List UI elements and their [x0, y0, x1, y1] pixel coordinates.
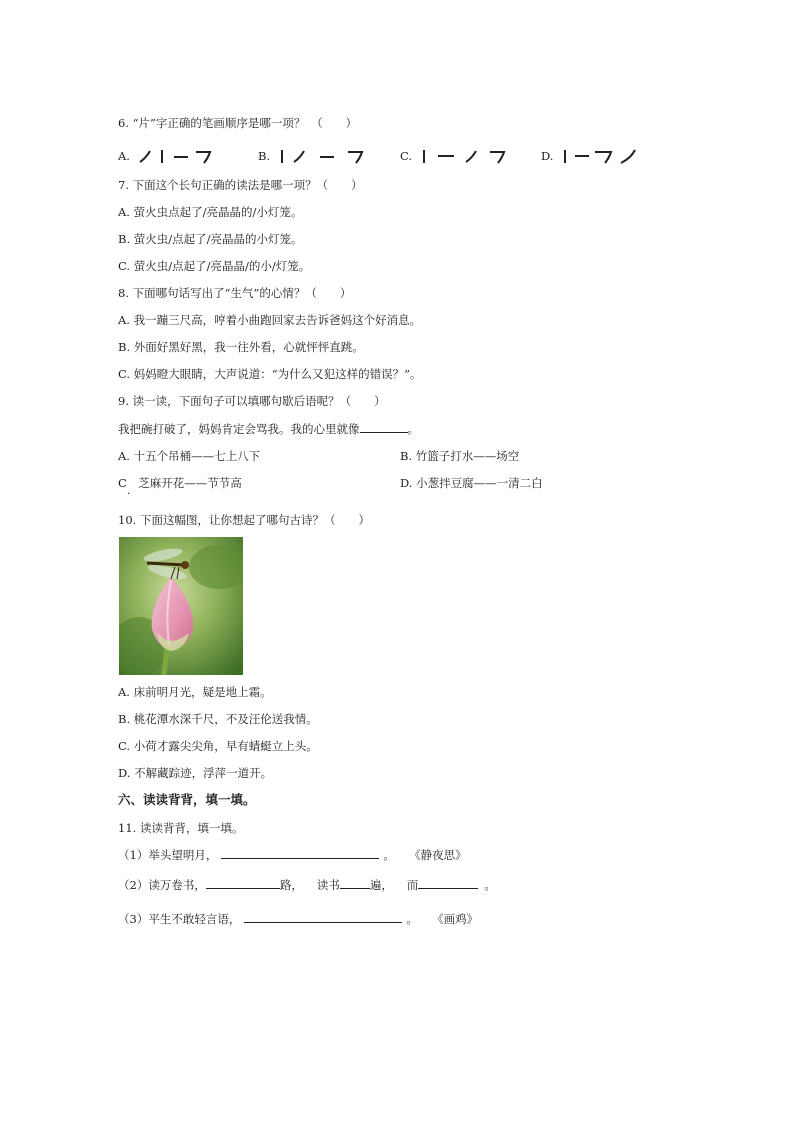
q10-stem: 10. 下面这幅图，让你想起了哪句古诗？（ ）: [118, 513, 370, 527]
q6-option-b-label: B.: [258, 149, 271, 163]
q6-option-b-strokes-image: [276, 147, 376, 165]
q9-option-a[interactable]: A. 十五个吊桶——七上八下: [118, 449, 261, 463]
q11-item-3-blank[interactable]: [244, 910, 402, 923]
q11-item-2-blank-1[interactable]: [206, 876, 280, 889]
q11-item-2-prefix: （2）读万卷书，: [118, 878, 206, 892]
q7-option-b[interactable]: B. 萤火虫/点起了/亮晶晶的小灯笼。: [118, 232, 303, 246]
q6-option-d-strokes-image: [559, 147, 659, 165]
q9-blank[interactable]: [360, 420, 408, 433]
q7-option-a[interactable]: A. 萤火虫点起了/亮晶晶的/小灯笼。: [118, 205, 303, 219]
q6-option-a[interactable]: [118, 147, 226, 165]
q6-option-d[interactable]: [541, 147, 659, 165]
q9-option-b[interactable]: B. 竹篮子打水——场空: [400, 449, 520, 463]
q6-option-c-strokes-image: [418, 147, 518, 165]
q10-option-a[interactable]: A. 床前明月光，疑是地上霜。: [118, 685, 272, 699]
q6-stem: 6. “片”字正确的笔画顺序是哪一项？ （ ）: [118, 116, 358, 130]
q8-option-a[interactable]: A. 我一蹦三尺高，哼着小曲跑回家去告诉爸妈这个好消息。: [118, 313, 422, 327]
q9-option-c[interactable]: C 芝麻开花——节节高: [118, 476, 242, 490]
q11-item-1: [118, 846, 467, 863]
q11-item-3-suffix: 。: [406, 912, 418, 926]
q6-option-b[interactable]: [258, 147, 376, 165]
q9-stem: 9. 读一读，下面句子可以填哪句歇后语呢？（ ）: [118, 394, 386, 408]
q8-option-c[interactable]: C. 妈妈瞪大眼睛，大声说道：“为什么又犯这样的错误？”。: [118, 367, 422, 381]
q9-sentence-after: 。: [407, 422, 419, 436]
q9-option-d[interactable]: D. 小葱拌豆腐——一清二白: [400, 476, 543, 490]
q11-item-2-mid3: 遍，: [369, 878, 393, 892]
q6-option-a-strokes-image: [136, 147, 226, 165]
q11-item-1-source: 《静夜思》: [414, 848, 467, 862]
q11-stem: 11. 读读背背，填一填。: [118, 821, 244, 835]
q6-option-c[interactable]: [400, 147, 518, 165]
q10-option-b[interactable]: B. 桃花潭水深千尺，不及汪伦送我情。: [118, 712, 318, 726]
q11-item-2: [118, 876, 496, 893]
q11-item-2-mid4: 而: [406, 878, 419, 892]
q6-option-a-label: A.: [118, 149, 130, 163]
q11-item-1-prefix: （1）举头望明月，: [118, 848, 218, 862]
q10-option-c[interactable]: C. 小荷才露尖尖角，早有蜻蜓立上头。: [118, 739, 318, 753]
q7-stem: 7. 下面这个长句正确的读法是哪一项？（ ）: [118, 178, 363, 192]
q8-option-b[interactable]: B. 外面好黑好黑，我一往外看，心就怦怦直跳。: [118, 340, 364, 354]
q11-item-2-mid2: 读书: [316, 878, 340, 892]
dragonfly-lotus-image: [119, 537, 243, 675]
q11-item-2-end: 。: [484, 878, 496, 892]
q11-item-1-blank[interactable]: [221, 846, 379, 859]
q6-option-d-label: D.: [541, 149, 554, 163]
q6-option-c-label: C.: [400, 149, 413, 163]
section-6-title: 六、读读背背，填一填。: [118, 792, 256, 807]
q11-item-3-prefix: （3）平生不敢轻言语，: [118, 912, 241, 926]
q11-item-2-blank-2[interactable]: [340, 876, 370, 889]
q11-item-2-mid1: 路，: [279, 878, 303, 892]
q7-option-c[interactable]: C. 萤火虫/点起了/亮晶晶/的小/灯笼。: [118, 259, 311, 273]
q11-item-3: [118, 910, 478, 927]
q11-item-2-blank-3[interactable]: [418, 876, 478, 889]
q9-option-c-dot: ·: [127, 489, 131, 500]
q8-stem: 8. 下面哪句话写出了“生气”的心情？（ ）: [118, 286, 352, 300]
q11-item-3-source: 《画鸡》: [437, 912, 479, 926]
q10-option-d[interactable]: D. 不解藏踪迹，浮萍一道开。: [118, 766, 273, 780]
q9-sentence: [118, 420, 419, 437]
q11-item-1-suffix: 。: [383, 848, 395, 862]
q9-sentence-before: 我把碗打破了，妈妈肯定会骂我。我的心里就像: [118, 422, 360, 436]
